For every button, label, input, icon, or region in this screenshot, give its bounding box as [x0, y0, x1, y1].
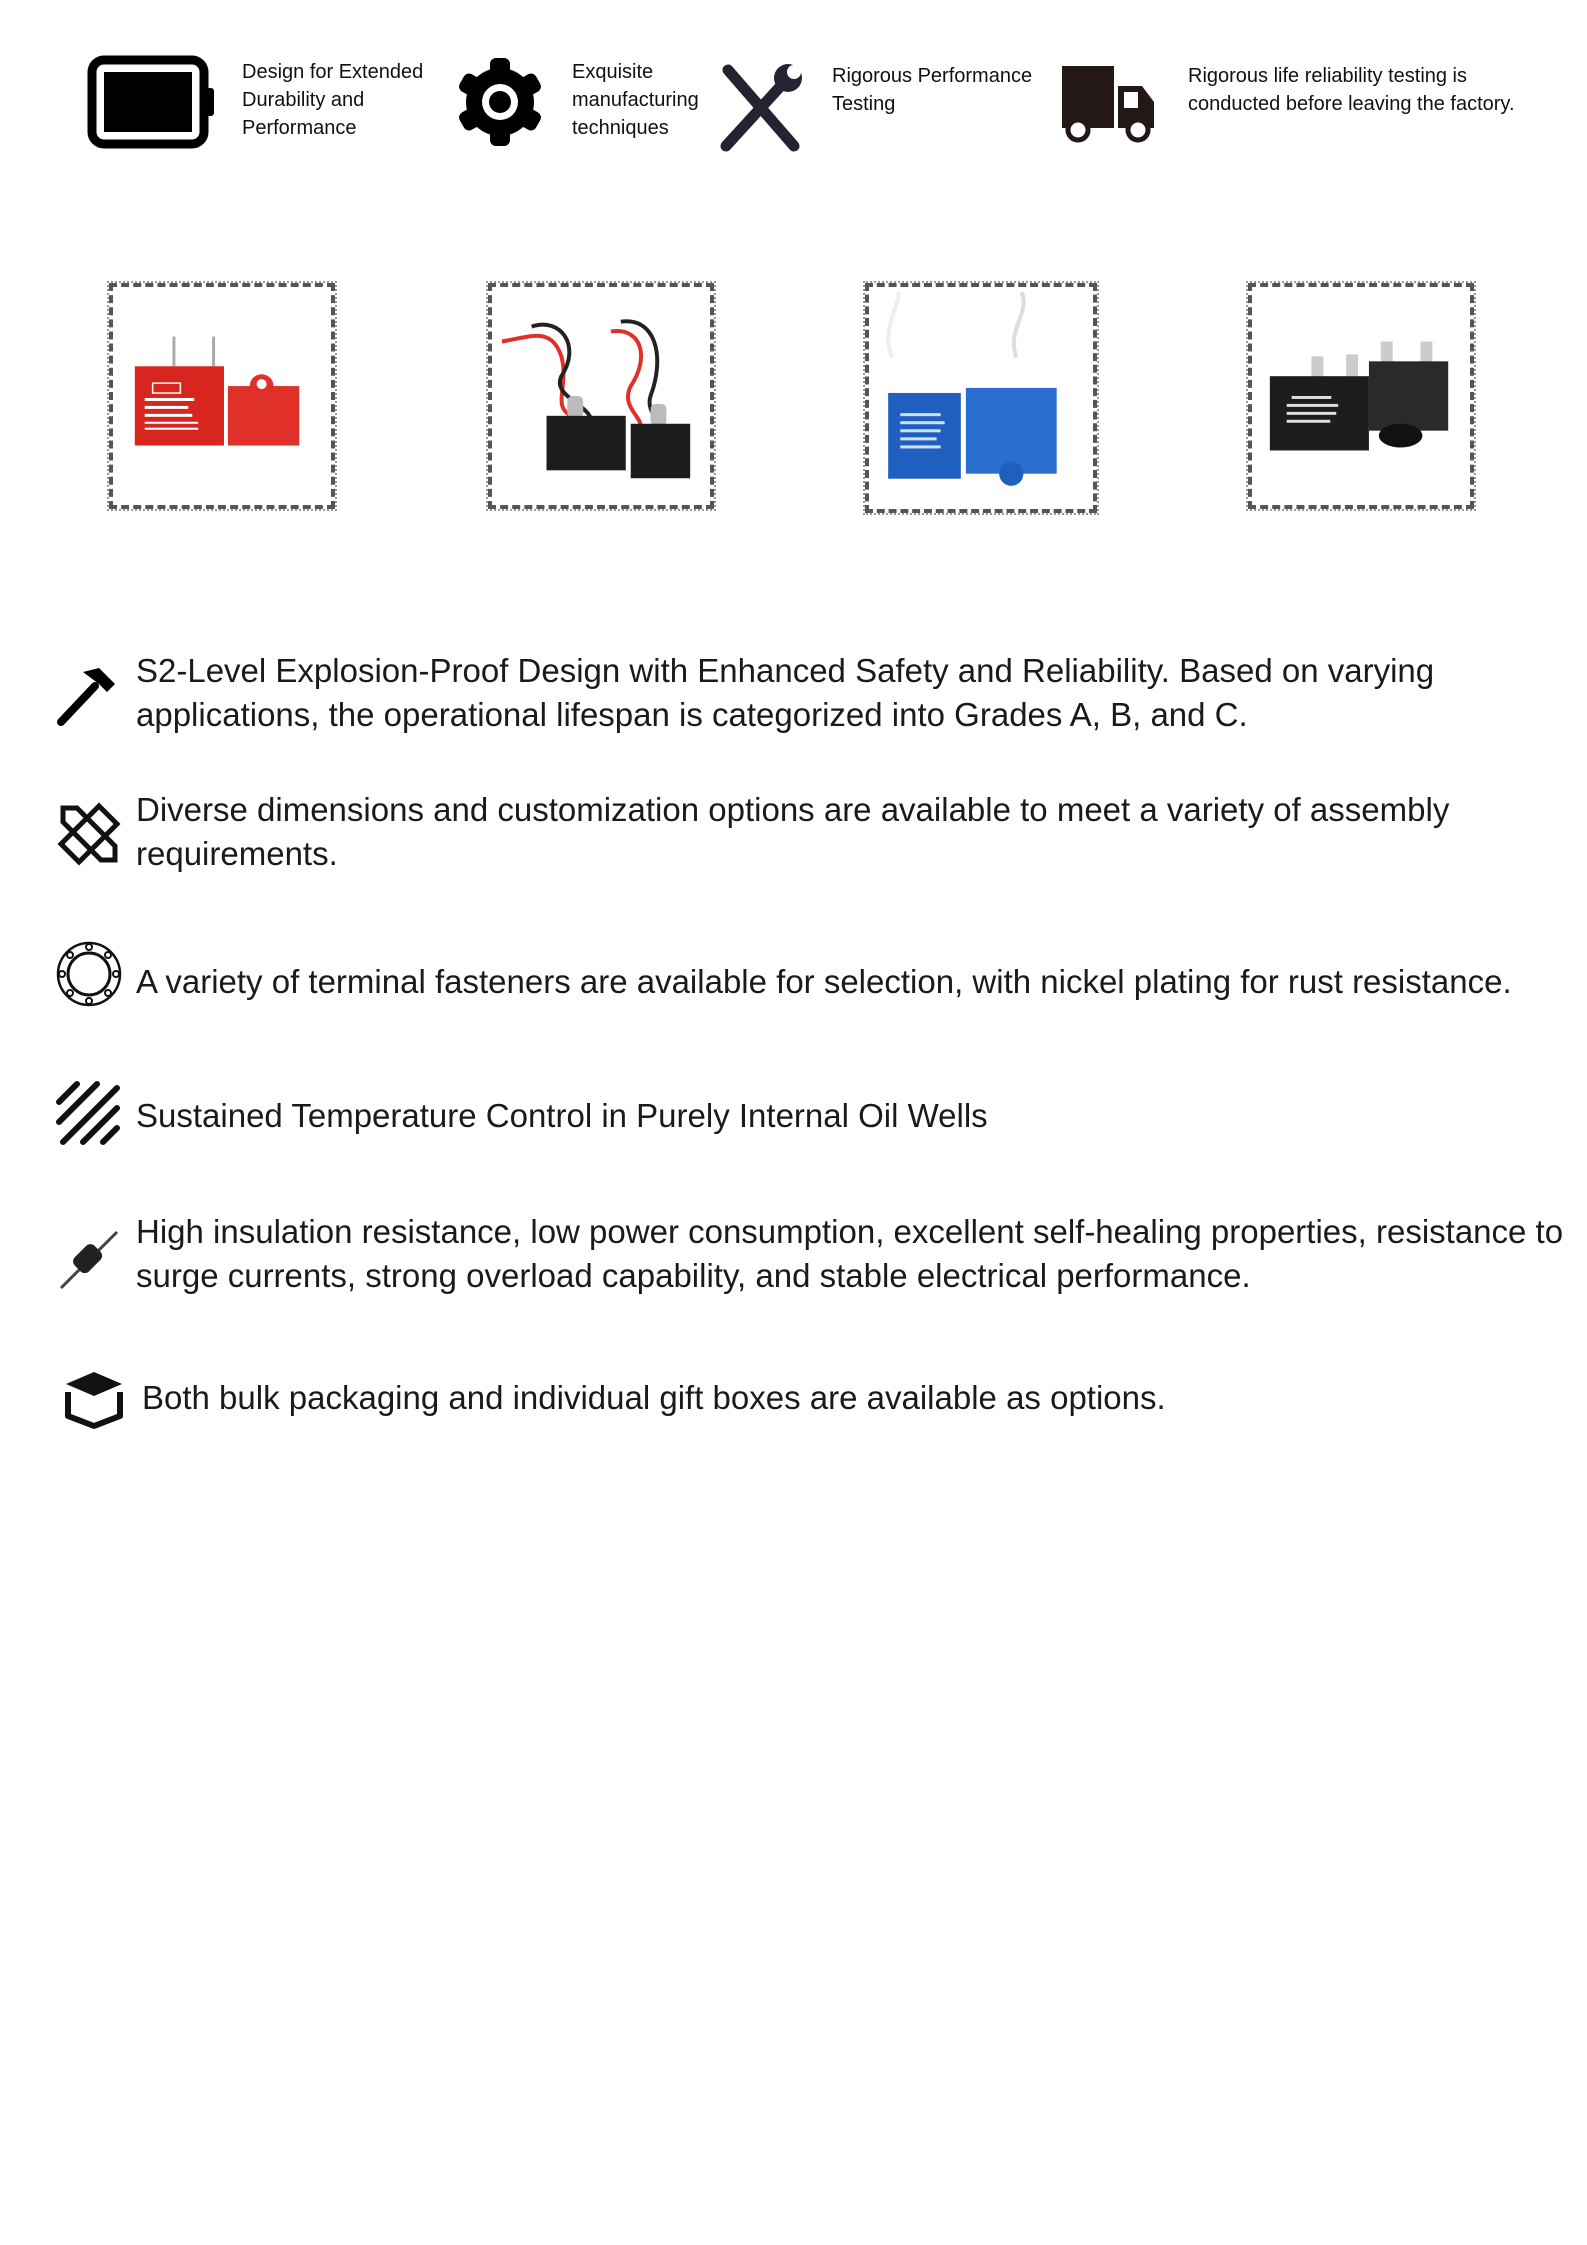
highlight-text: Design for Extended Durability and Performance: [242, 61, 424, 139]
product-photo-black-terminal-capacitor: [1248, 283, 1474, 509]
feature-text: High insulation resistance, low power consumption, excellent self-healing properties, resistance to surge currents, strong overload capability, and stable electrical performance.: [136, 1213, 1564, 1294]
flange-ring-icon: [55, 940, 123, 1008]
resistor-icon: [55, 1226, 123, 1294]
product-photo-black-wired-capacitor: [488, 283, 714, 509]
product-photo-red-capacitor: [109, 283, 335, 509]
hammer-icon: [55, 662, 123, 730]
feature-text: Diverse dimensions and customization options are available to meet a variety of assembly requirements.: [136, 791, 1450, 872]
highlight-text: Rigorous Performance Testing: [832, 65, 1033, 115]
tools-icon: [716, 62, 806, 154]
product-photo-blue-capacitor: [865, 283, 1097, 513]
feature-text: S2-Level Explosion-Proof Design with Enhanced Safety and Reliability. Based on varying applications, the operational lifespan is categorized into Grades A, B, and C.: [136, 652, 1435, 733]
ruler-pencil-icon: [55, 800, 123, 868]
gear-icon: [452, 54, 548, 150]
highlight-text: Rigorous life reliability testing is conducted before leaving the factory.: [1188, 65, 1515, 115]
box-icon: [60, 1362, 128, 1430]
feature-text: Both bulk packaging and individual gift boxes are available as options.: [142, 1379, 1166, 1416]
feature-text: Sustained Temperature Control in Purely Internal Oil Wells: [136, 1097, 988, 1134]
diagonal-lines-icon: [55, 1080, 123, 1148]
truck-icon: [1060, 64, 1156, 144]
feature-text: A variety of terminal fasteners are available for selection, with nickel plating for rust resistance.: [136, 963, 1512, 1000]
battery-icon: [86, 54, 220, 150]
highlight-text: Exquisite manufacturing techniques: [572, 61, 699, 139]
